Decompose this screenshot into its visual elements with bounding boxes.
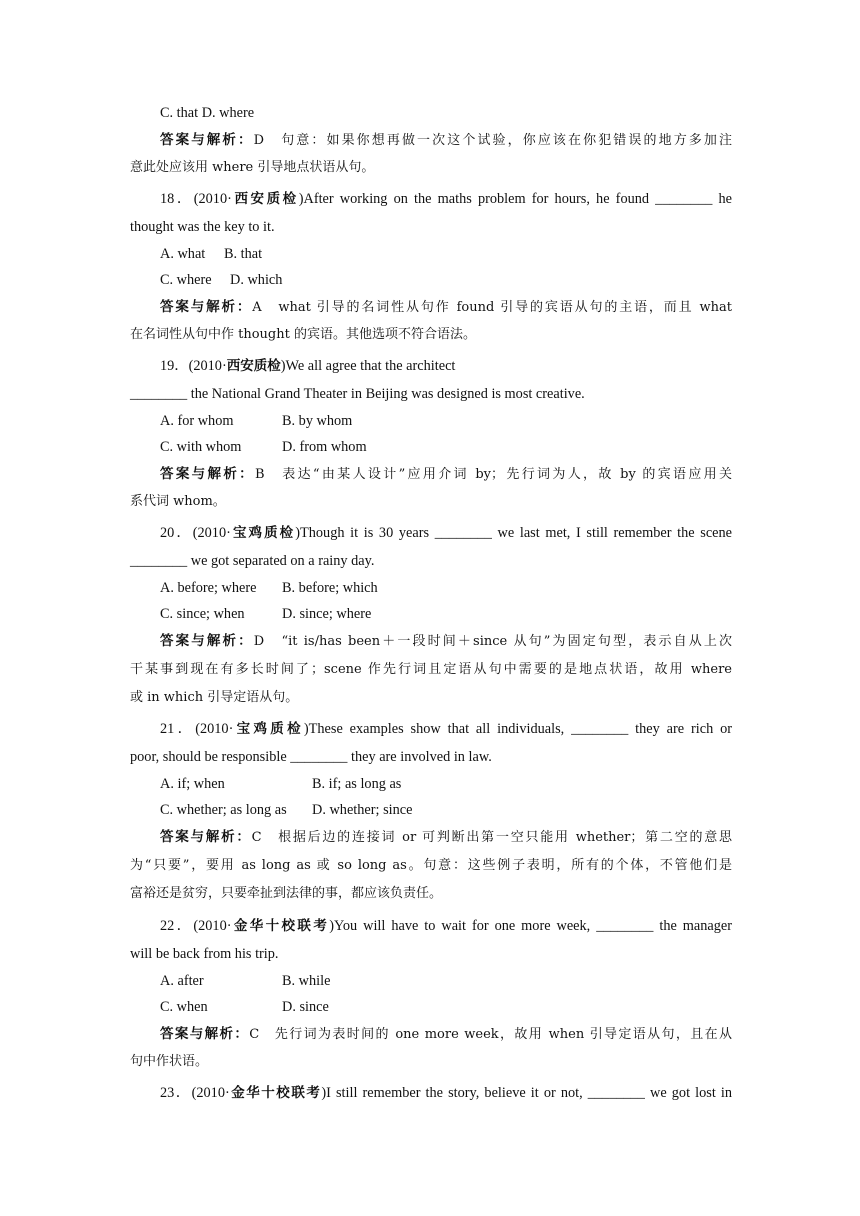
question-stem: )We all agree that the architect xyxy=(280,358,456,374)
source-prefix: (2010· xyxy=(191,1085,230,1101)
answer-label: 答案与解析： xyxy=(160,1026,250,1042)
q21-options-ab xyxy=(160,774,732,794)
q21-answer-line2: 为“只要”，要用 as long as 或 so long as。句意：这些例子表明，所有的个体，不管他们是 xyxy=(130,858,732,873)
question-stem: )You will have to wait for one more week, ________ the manager xyxy=(329,918,733,934)
answer-text: C 先行词为表时间的 one more week，故用 when 引导定语从句，且在从 xyxy=(249,1027,732,1042)
source-prefix: (2010· xyxy=(193,918,232,934)
answer-label: 答案与解析： xyxy=(160,299,253,315)
question-source: 宝鸡质检 xyxy=(233,721,304,737)
q18-options-cd xyxy=(160,270,732,290)
q20-options-ab xyxy=(160,578,732,598)
option-a: A. after xyxy=(160,973,204,989)
q20-stem-line1 xyxy=(160,523,732,543)
q18-answer-line2: 在名词性从句中作 thought 的宾语。其他选项不符合语法。 xyxy=(130,327,476,342)
question-number: 23． xyxy=(160,1085,192,1101)
question-source: 金华十校联考 xyxy=(231,918,330,934)
q20-answer-line3: 或 in which 引导定语从句。 xyxy=(130,690,299,705)
q20-answer-line2: 干某事到现在有多长时间了；scene 作先行词且定语从句中需要的是地点状语，故用 where xyxy=(130,662,732,677)
q19-stem-line1 xyxy=(160,356,732,376)
question-source: 金华十校联考 xyxy=(229,1085,322,1101)
q18-stem-line1 xyxy=(160,189,732,209)
question-stem: )Though it is 30 years ________ we last met, I still remember the scene xyxy=(295,525,733,541)
option-a: A. what xyxy=(160,246,206,262)
option-a: A. if; when xyxy=(160,776,225,792)
answer-text: D 句意：如果你想再做一次这个试验，你应该在你犯错误的地方多加注 xyxy=(253,133,732,148)
option-c: C. whether; as long as xyxy=(160,802,287,818)
q21-stem-line1 xyxy=(160,719,732,739)
q20-answer-line1 xyxy=(160,631,732,652)
answer-text: D “it is/has been＋一段时间＋since 从句”为固定句型，表示自从上次 xyxy=(253,634,732,649)
q21-stem-line2: poor, should be responsible ________ they are involved in law. xyxy=(130,749,492,765)
option-c: C. with whom xyxy=(160,439,242,455)
option-c: C. since; when xyxy=(160,606,245,622)
question-stem: )These examples show that all individuals, ________ they are rich or xyxy=(303,721,733,737)
option-c: C. where xyxy=(160,272,212,288)
q21-options-cd xyxy=(160,800,732,820)
question-source: 西安质检 xyxy=(231,191,299,207)
q19-stem-line2: ________ the National Grand Theater in Beijing was designed is most creative. xyxy=(130,386,585,402)
option-d: D. from whom xyxy=(282,439,367,455)
answer-text: C 根据后边的连接词 or 可判断出第一空只能用 whether；第二空的意思 xyxy=(251,830,733,845)
q19-answer-line2: 系代词 whom。 xyxy=(130,494,226,509)
answer-label: 答案与解析： xyxy=(160,829,252,845)
q18-stem-line2: thought was the key to it. xyxy=(130,219,275,235)
answer-label: 答案与解析： xyxy=(160,132,254,148)
option-d: D. since; where xyxy=(282,606,372,622)
q21-answer-line1 xyxy=(160,827,732,848)
q22-stem-line2: will be back from his trip. xyxy=(130,946,279,962)
question-number: 21． xyxy=(160,721,196,737)
option-b: B. while xyxy=(282,973,331,989)
q22-answer-line2: 句中作状语。 xyxy=(130,1054,209,1069)
q23-stem-line1 xyxy=(160,1083,732,1103)
answer-label: 答案与解析： xyxy=(160,466,256,482)
q19-answer-line1 xyxy=(160,464,732,485)
option-b: B. before; which xyxy=(282,580,378,596)
question-number: 20． xyxy=(160,525,193,541)
question-source: 西安质检 xyxy=(226,358,281,374)
option-b: B. if; as long as xyxy=(312,776,402,792)
option-d: D. which xyxy=(230,272,283,288)
question-stem: )I still remember the story, believe it or not, ________ we got lost in xyxy=(321,1085,733,1101)
q18-answer-line1 xyxy=(160,297,732,318)
q20-stem-line2: ________ we got separated on a rainy day. xyxy=(130,553,375,569)
source-prefix: (2010· xyxy=(195,721,234,737)
question-number: 19． xyxy=(160,358,189,374)
q19-options-cd xyxy=(160,437,732,457)
q22-options-cd xyxy=(160,997,732,1017)
source-prefix: (2010· xyxy=(193,191,232,207)
question-source: 宝鸡质检 xyxy=(230,525,296,541)
question-number: 18． xyxy=(160,191,194,207)
option-d: D. whether; since xyxy=(312,802,413,818)
question-number: 22． xyxy=(160,918,194,934)
q17-options-cd: C. that D. where xyxy=(160,105,255,121)
option-b: B. that xyxy=(224,246,263,262)
q17-answer-line2: 意此处应该用 where 引导地点状语从句。 xyxy=(130,160,375,175)
source-prefix: (2010· xyxy=(188,358,227,374)
answer-text: A what 引导的名词性从句作 found 引导的宾语从句的主语，而且 what xyxy=(252,300,733,315)
option-c: C. when xyxy=(160,999,208,1015)
answer-text: B 表达“由某人设计”应用介词 by；先行词为人，故 by 的宾语应用关 xyxy=(255,467,732,482)
option-d: D. since xyxy=(282,999,329,1015)
option-a: A. before; where xyxy=(160,580,257,596)
q21-answer-line3: 富裕还是贫穷，只要牵扯到法律的事，都应该负责任。 xyxy=(130,886,443,901)
answer-label: 答案与解析： xyxy=(160,633,254,649)
source-prefix: (2010· xyxy=(192,525,231,541)
q22-options-ab xyxy=(160,971,732,991)
question-stem: )After working on the maths problem for hours, he found ________ he xyxy=(298,191,733,207)
q22-stem-line1 xyxy=(160,916,732,936)
q20-options-cd xyxy=(160,604,732,624)
option-b: B. by whom xyxy=(282,413,353,429)
option-a: A. for whom xyxy=(160,413,234,429)
q19-options-ab xyxy=(160,411,732,431)
q18-options-ab xyxy=(160,244,732,264)
q17-answer-line1 xyxy=(160,130,732,151)
q22-answer-line1 xyxy=(160,1024,732,1045)
